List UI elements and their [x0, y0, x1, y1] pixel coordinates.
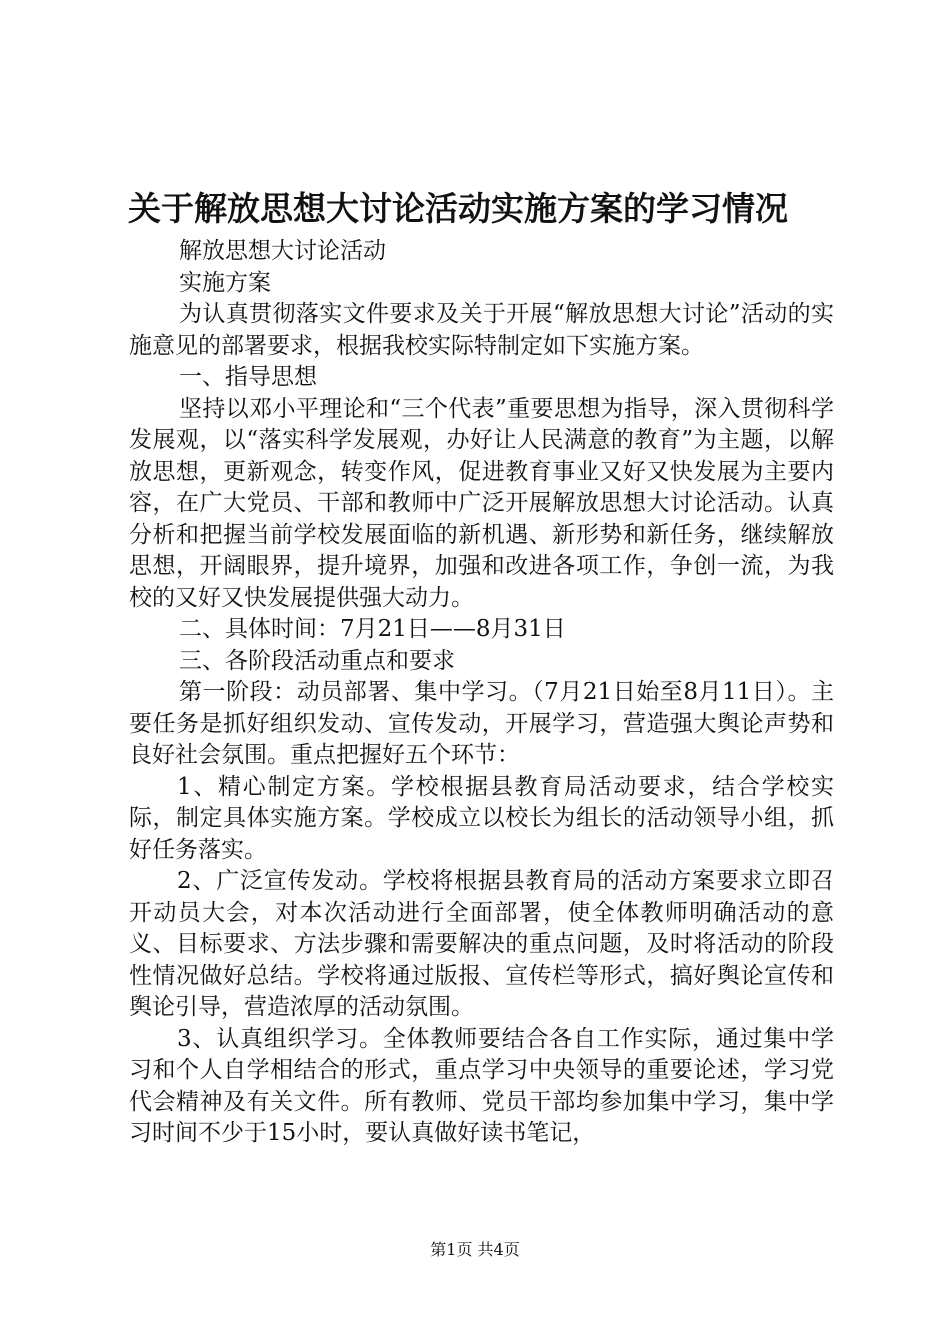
subtitle-plan: 实施方案: [179, 269, 271, 296]
item-3-paragraph: 3、认真组织学习。全体教师要结合各自工作实际，通过集中学习和个人自学相结合的形式，重点学习中央领导的重要论述，学习党代会精神及有关文件。所有教师、党员干部均参加集中学习，集中学习时间不少于15小时，要认真做好读书笔记，: [129, 1025, 834, 1146]
page-footer: 第1页 共4页: [430, 1240, 520, 1259]
section-heading-guiding-thought: 一、指导思想: [179, 364, 317, 390]
section-heading-stages: 三、各阶段活动重点和要求: [179, 647, 455, 674]
document-body: [129, 236, 834, 1150]
intro-paragraph: 为认真贯彻落实文件要求及关于开展“解放思想大讨论”活动的实施意见的部署要求，根据我校实际特制定如下实施方案。: [129, 301, 834, 359]
guiding-thought-paragraph: 坚持以邓小平理论和“三个代表”重要思想为指导，深入贯彻科学发展观，以“落实科学发展观，办好让人民满意的教育”为主题，以解放思想，更新观念，转变作风，促进教育事业又好又快发展为主要内容，在广大党员、干部和教师中广泛开展解放思想大讨论活动。认真分析和把握当前学校发展面临的新机遇、新形势和新任务，继续解放思想，开阔眼界，提升境界，加强和改进各项工作，争创一流，为我校的又好又快发展提供强大动力。: [129, 395, 834, 611]
item-1-paragraph: 1、精心制定方案。学校根据县教育局活动要求，结合学校实际，制定具体实施方案。学校成立以校长为组长的活动领导小组，抓好任务落实。: [129, 773, 834, 863]
document-title: 关于解放思想大讨论活动实施方案的学习情况: [128, 189, 788, 228]
item-2-paragraph: 2、广泛宣传发动。学校将根据县教育局的活动方案要求立即召开动员大会，对本次活动进行全面部署，使全体教师明确活动的意义、目标要求、方法步骤和需要解决的重点问题，及时将活动的阶段性情况做好总结。学校将通过版报、宣传栏等形式，搞好舆论宣传和舆论引导，营造浓厚的活动氛围。: [129, 868, 834, 1020]
section-heading-schedule: 二、具体时间：7月21日——8月31日: [179, 616, 566, 642]
stage-one-paragraph: 第一阶段：动员部署、集中学习。（7月21日始至8月11日）。主要任务是抓好组织发动、宣传发动，开展学习，营造强大舆论声势和良好社会氛围。重点把握好五个环节：: [129, 679, 834, 768]
subtitle-activity: 解放思想大讨论活动: [179, 238, 386, 264]
